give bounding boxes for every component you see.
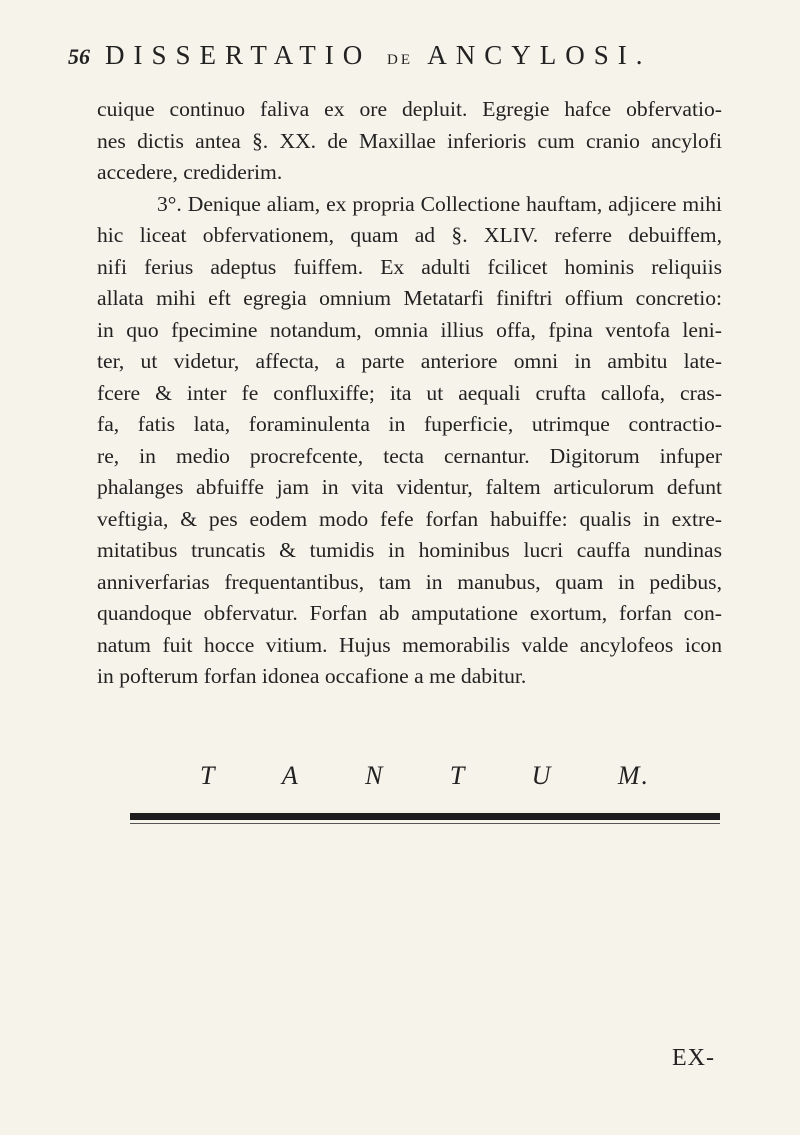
body-paragraph xyxy=(97,94,722,693)
finis-letter: U xyxy=(531,761,553,790)
text-line: fcere & inter fe confluxiffe; ita ut aequali crufta callofa, cras- xyxy=(97,380,722,405)
text-line: mitatibus truncatis & tumidis in hominibus lucri cauffa nundinas xyxy=(97,538,722,562)
text-line: accedere, crediderim. xyxy=(97,160,283,184)
ornamental-rule-thin xyxy=(130,823,720,824)
text-line: phalanges abfuiffe jam in vita videntur, faltem articulorum defunt xyxy=(97,475,722,499)
finis-letter: N xyxy=(365,761,385,790)
title-word-de: DE xyxy=(386,52,413,68)
finis-tantum xyxy=(200,761,650,791)
running-title xyxy=(105,40,652,71)
title-word-ancylosi: ANCYLOSI. xyxy=(427,40,652,70)
text-line: nes dictis antea §. XX. de Maxillae inferioris cum cranio ancylofi xyxy=(97,128,722,153)
text-line: natum fuit hocce vitium. Hujus memorabilis valde ancylofeos icon xyxy=(97,632,722,657)
text-line: in quo fpecimine notandum, omnia illius offa, fpina ventofa leni- xyxy=(97,317,722,342)
finis-letter: A xyxy=(281,761,300,790)
text-line: quandoque obfervatur. Forfan ab amputatione exortum, forfan con- xyxy=(97,601,722,625)
text-line: cuique continuo faliva ex ore depluit. Egregie hafce obfervatio- xyxy=(97,97,722,121)
text-line: ter, ut videtur, affecta, a parte anteriore omni in ambitu late- xyxy=(97,349,722,373)
text-line: allata mihi eft egregia omnium Metatarfi finiftri offium concretio: xyxy=(97,286,722,310)
text-line: 3°. Denique aliam, ex propria Collectione hauftam, adjicere mihi xyxy=(157,191,722,216)
text-line: fa, fatis lata, foraminulenta in fuperficie, utrimque contractio- xyxy=(97,412,722,436)
text-line: in pofterum forfan idonea occafione a me dabitur. xyxy=(97,664,527,688)
text-line: re, in medio procrefcente, tecta cernantur. Digitorum infuper xyxy=(97,443,722,468)
text-line: nifi ferius adeptus fuiffem. Ex adulti fcilicet hominis reliquiis xyxy=(97,254,722,279)
ornamental-rule xyxy=(130,813,720,820)
finis-letter: M. xyxy=(617,761,650,790)
page-number: 56 xyxy=(68,44,90,69)
finis-letter: T xyxy=(200,761,217,790)
title-word-dissertatio: DISSERTATIO xyxy=(105,40,372,70)
text-line: anniverfarias frequentantibus, tam in manubus, quam in pedibus, xyxy=(97,569,722,594)
running-head xyxy=(60,40,750,80)
text-line: veftigia, & pes eodem modo fefe forfan habuiffe: qualis in extre- xyxy=(97,506,722,531)
catchword: EX- xyxy=(672,1045,715,1071)
text-line: hic liceat obfervationem, quam ad §. XLIV. referre debuiffem, xyxy=(97,223,722,247)
finis-letter: T xyxy=(449,761,467,790)
